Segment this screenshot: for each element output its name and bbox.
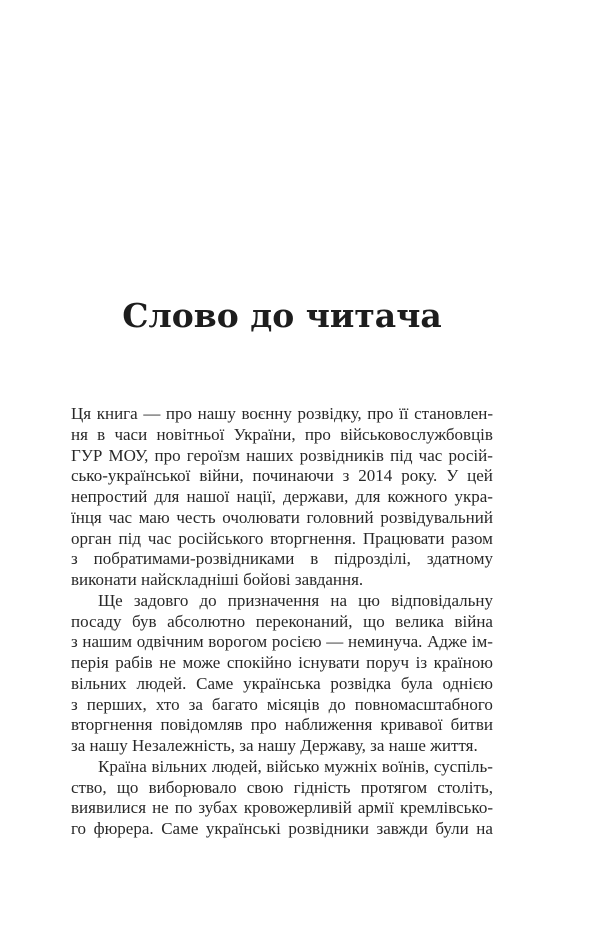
text-line: з перших, хто за багато місяців до повномасштабного bbox=[71, 694, 493, 714]
text-line: Країна вільних людей, військо мужніх воїнів, суспіль- bbox=[98, 756, 493, 776]
text-line: Ця книга — про нашу воєнну розвідку, про її становлен- bbox=[71, 404, 493, 423]
text-line: за нашу Незалежність, за нашу Державу, за наше життя. bbox=[71, 736, 478, 755]
paragraph bbox=[71, 404, 493, 591]
text-line: ГУР МОУ, про героїзм наших розвідників під час росій- bbox=[71, 445, 493, 465]
text-line: ня в часи новітньої України, про військовослужбовців bbox=[71, 424, 493, 444]
body-text bbox=[71, 404, 493, 840]
text-line: виявилися не по зубах кровожерливій армії кремлівсько- bbox=[71, 798, 493, 818]
text-line: вторгнення повідомляв про наближення кривавої битви bbox=[71, 715, 493, 735]
text-line: го фюрера. Саме українські розвідники завжди були на bbox=[71, 819, 493, 838]
paragraph bbox=[71, 591, 493, 757]
text-line: виконати найскладніші бойові завдання. bbox=[71, 570, 364, 589]
chapter-title: Слово до читача bbox=[122, 296, 442, 335]
text-line: посаду був абсолютно переконаний, що велика війна bbox=[71, 611, 493, 631]
text-line: з нашим одвічним ворогом росією — неминуча. Адже ім- bbox=[71, 632, 493, 652]
paragraph bbox=[71, 757, 493, 840]
text-line: сько-української війни, починаючи з 2014 року. У цей bbox=[71, 466, 493, 486]
text-line: орган під час російського вторгнення. Працювати разом bbox=[71, 528, 493, 548]
text-line: вільних людей. Саме українська розвідка була однією bbox=[71, 673, 493, 693]
text-line: ство, що виборювало свою гідність протягом століть, bbox=[71, 777, 493, 797]
text-line: непростий для нашої нації, держави, для кожного укра- bbox=[71, 487, 493, 506]
text-line: їнця час маю честь очолювати головний розвідувальний bbox=[71, 507, 493, 527]
text-line: Ще задовго до призначення на цю відповідальну bbox=[98, 590, 493, 610]
text-line: з побратимами-розвідниками в підрозділі, здатному bbox=[71, 549, 493, 569]
text-line: перія рабів не може спокійно існувати поруч із країною bbox=[71, 653, 493, 672]
